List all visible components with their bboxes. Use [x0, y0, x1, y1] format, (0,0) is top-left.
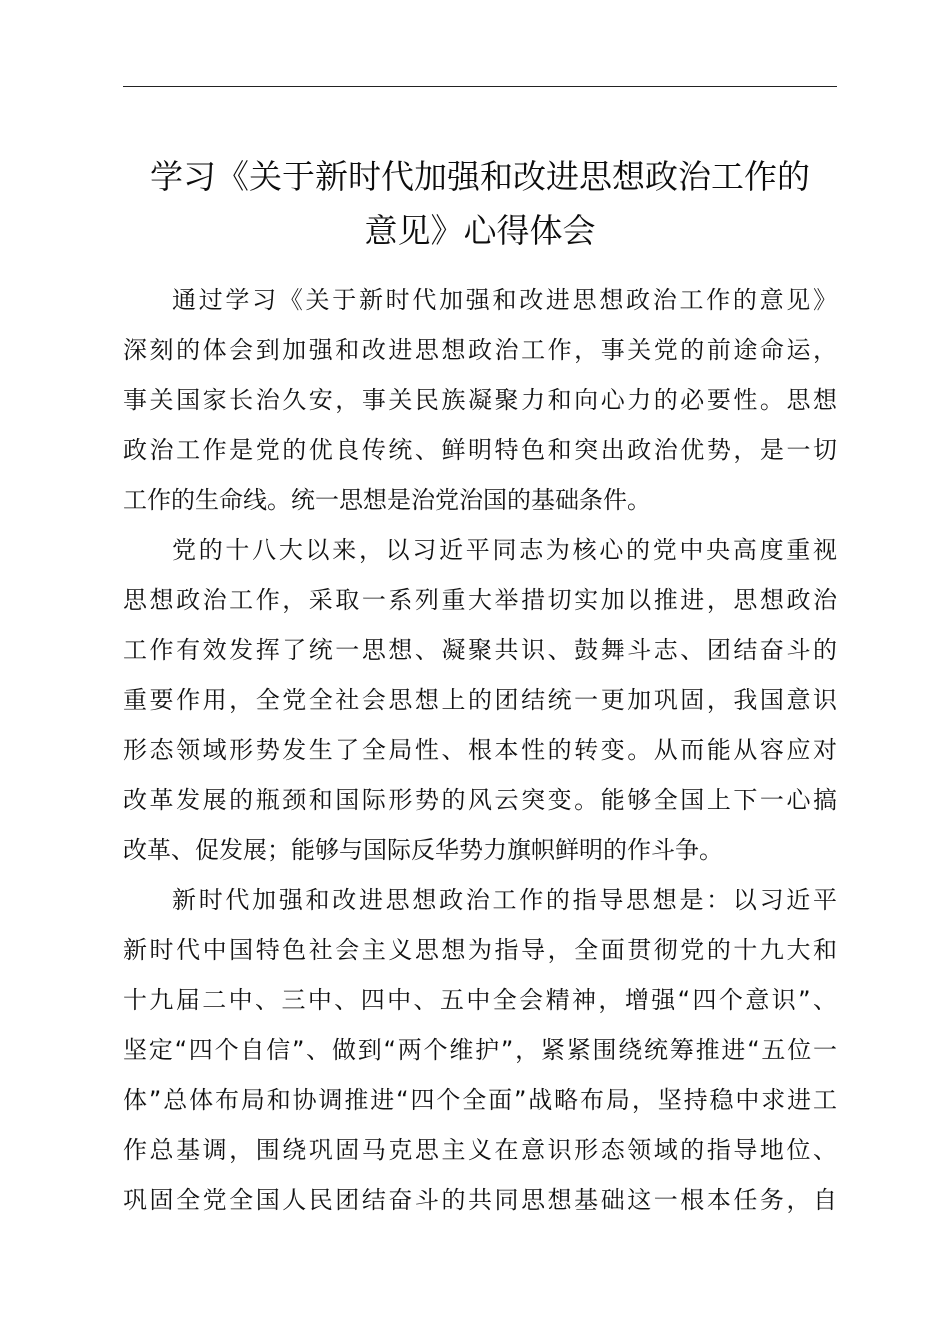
- text-line: 新时代加强和改进思想政治工作的指导思想是：以习近平: [172, 886, 837, 914]
- text-line: 作总基调，围绕巩固马克思主义在意识形态领域的指导地位、: [123, 1136, 837, 1164]
- header-rule: [123, 86, 837, 87]
- paragraph-2: [123, 525, 837, 875]
- paragraph-3: [123, 875, 837, 1225]
- text-line: 事关国家长治久安，事关民族凝聚力和向心力的必要性。思想: [123, 386, 837, 414]
- text-line: 深刻的体会到加强和改进思想政治工作，事关党的前途命运，: [123, 336, 837, 364]
- document-title: [100, 150, 860, 258]
- text-line: 形态领域形势发生了全局性、根本性的转变。从而能从容应对: [123, 736, 837, 764]
- text-line: 新时代中国特色社会主义思想为指导，全面贯彻党的十九大和: [123, 936, 837, 964]
- title-line: 学习《关于新时代加强和改进思想政治工作的: [150, 157, 810, 196]
- text-line: 改革、促发展；能够与国际反华势力旗帜鲜明的作斗争。: [123, 836, 723, 864]
- title-line: 意见》心得体会: [364, 211, 596, 250]
- text-line: 党的十八大以来，以习近平同志为核心的党中央高度重视: [172, 536, 837, 564]
- text-line: 体”总体布局和协调推进“四个全面”战略布局，坚持稳中求进工: [123, 1086, 837, 1114]
- text-line: 巩固全党全国人民团结奋斗的共同思想基础这一根本任务，自: [123, 1186, 837, 1214]
- text-line: 工作有效发挥了统一思想、凝聚共识、鼓舞斗志、团结奋斗的: [123, 636, 837, 664]
- text-line: 思想政治工作，采取一系列重大举措切实加以推进，思想政治: [123, 586, 837, 614]
- text-line: 改革发展的瓶颈和国际形势的风云突变。能够全国上下一心搞: [123, 786, 837, 814]
- text-line: 坚定“四个自信”、做到“两个维护”，紧紧围绕统筹推进“五位一: [123, 1036, 837, 1064]
- document-body: [123, 275, 837, 1225]
- paragraph-1: [123, 275, 837, 525]
- text-line: 通过学习《关于新时代加强和改进思想政治工作的意见》: [172, 286, 837, 314]
- text-line: 工作的生命线。统一思想是治党治国的基础条件。: [123, 486, 651, 514]
- text-line: 重要作用，全党全社会思想上的团结统一更加巩固，我国意识: [123, 686, 837, 714]
- text-line: 十九届二中、三中、四中、五中全会精神，增强“四个意识”、: [123, 986, 837, 1014]
- text-line: 政治工作是党的优良传统、鲜明特色和突出政治优势，是一切: [123, 436, 837, 464]
